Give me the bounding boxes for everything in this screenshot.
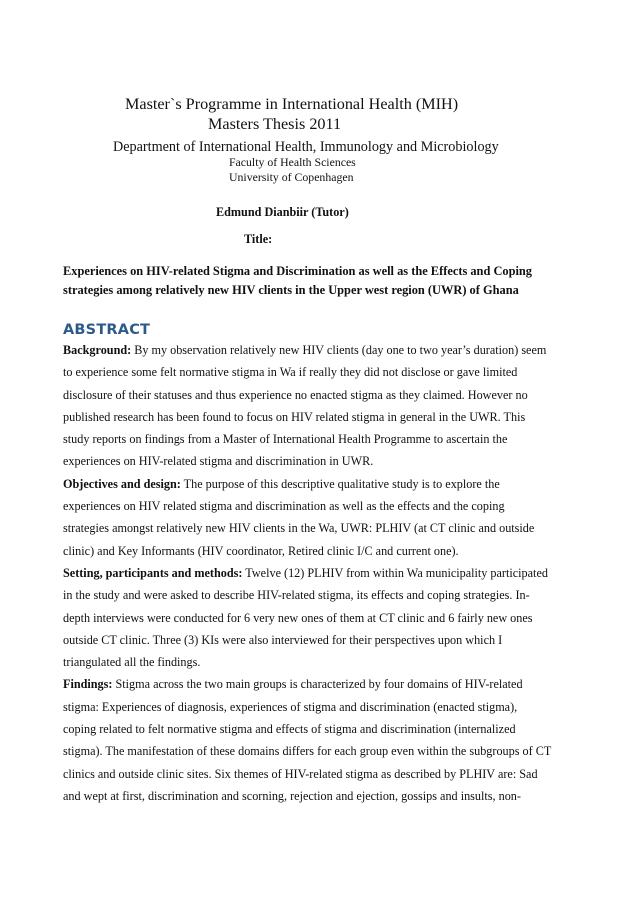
abstract-line: experiences on HIV related stigma and discrimination as well as the effects and the coping	[63, 499, 505, 514]
tutor-line: Edmund Dianbiir (Tutor)	[216, 205, 349, 219]
abstract-line	[63, 562, 593, 584]
background-text: By my observation relatively new HIV clients (day one to two year’s duration) seem	[131, 343, 547, 357]
abstract-line: depth interviews were conducted for 6 very new ones of them at CT clinic and 6 fairly new ones	[63, 610, 533, 625]
abstract-line: stigma). The manifestation of these domains differs for each group even within the subgroups of CT	[63, 744, 552, 759]
objectives-text: The purpose of this descriptive qualitative study is to explore the	[180, 476, 500, 491]
abstract-line: strategies amongst relatively new HIV clients in the Wa, UWR: PLHIV (at CT clinic and outside	[63, 521, 535, 536]
abstract-heading: ABSTRACT	[63, 322, 151, 338]
background-label: Background:	[63, 343, 132, 357]
abstract-line: outside CT clinic. Three (3) KIs were also interviewed for their perspectives upon which I	[63, 632, 503, 647]
objectives-label: Objectives and design:	[63, 476, 181, 491]
abstract-line: and wept at first, discrimination and scorning, rejection and ejection, gossips and insults, non-	[63, 788, 521, 803]
abstract-line: disclosure of their statuses and thus experience no enacted stigma as they claimed. However no	[63, 387, 528, 402]
abstract-line	[63, 673, 593, 695]
abstract-line: published research has been found to focus on HIV related stigma in general in the UWR. This	[63, 409, 526, 424]
setting-label: Setting, participants and methods:	[63, 565, 243, 580]
abstract-body	[63, 339, 593, 807]
abstract-line: coping related to felt normative stigma and effects of stigma and discrimination (internalized	[63, 722, 516, 737]
abstract-line: stigma: Experiences of diagnosis, experiences of stigma and discrimination (enacted stigma),	[63, 699, 518, 714]
university-line: University of Copenhagen	[229, 170, 354, 184]
abstract-line: clinic) and Key Informants (HIV coordinator, Retired clinic I/C and current one).	[63, 543, 459, 558]
thesis-heading: Masters Thesis 2011	[208, 115, 342, 133]
abstract-line: study reports on findings from a Master of International Health Programme to ascertain the	[63, 432, 508, 447]
programme-heading: Master`s Programme in International Health (MIH)	[125, 95, 459, 113]
abstract-line: triangulated all the findings.	[63, 655, 201, 670]
title-label: Title:	[244, 232, 273, 246]
thesis-title	[63, 262, 583, 300]
thesis-title-line: Experiences on HIV-related Stigma and Discrimination as well as the Effects and Coping	[63, 264, 533, 278]
findings-label: Findings:	[63, 677, 113, 692]
findings-text: Stigma across the two main groups is characterized by four domains of HIV-related	[112, 677, 523, 692]
abstract-line	[63, 473, 593, 495]
faculty-line: Faculty of Health Sciences	[229, 155, 356, 169]
department-heading: Department of International Health, Immunology and Microbiology	[113, 139, 499, 155]
abstract-line	[63, 339, 593, 361]
setting-text: Twelve (12) PLHIV from within Wa municipality participated	[242, 565, 548, 580]
abstract-line: to experience some felt normative stigma in Wa if really they did not disclose or gave limited	[63, 365, 518, 380]
abstract-line: experiences on HIV-related stigma and discrimination in UWR.	[63, 454, 374, 469]
abstract-line: in the study and were asked to describe HIV-related stigma, its effects and coping strategies. In-	[63, 588, 530, 603]
thesis-title-line: strategies among relatively new HIV clients in the Upper west region (UWR) of Ghana	[63, 283, 519, 297]
abstract-line: clinics and outside clinic sites. Six themes of HIV-related stigma as described by PLHIV are: Sad	[63, 766, 538, 781]
